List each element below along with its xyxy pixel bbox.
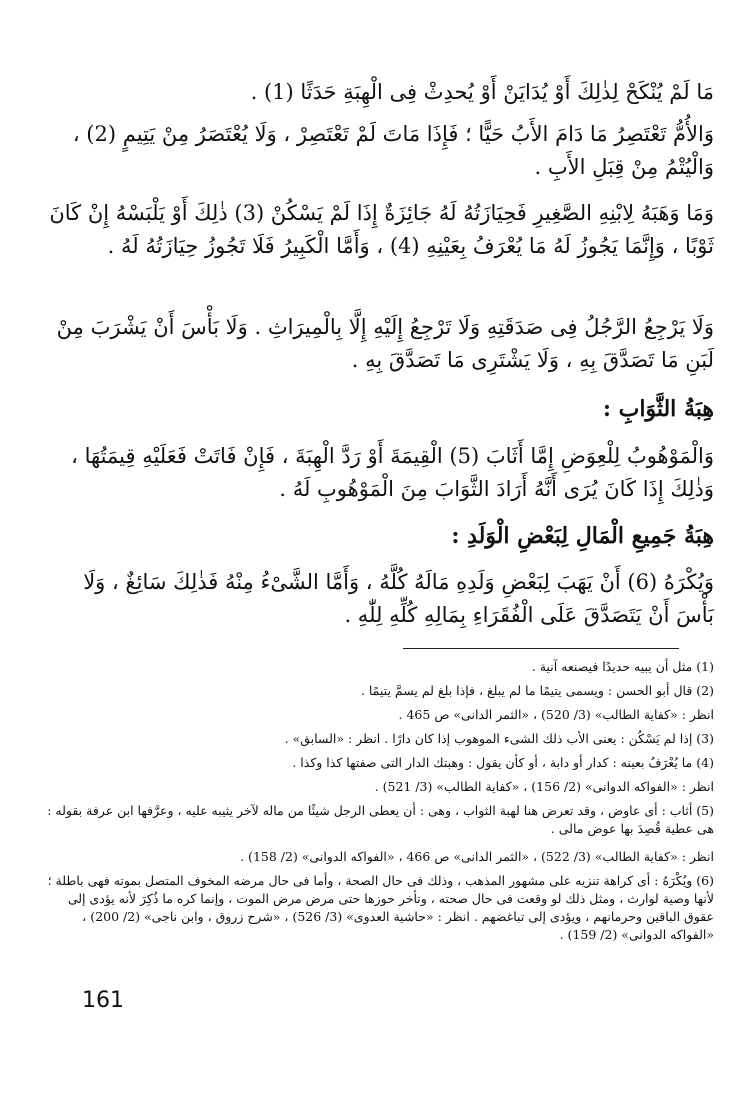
paragraph-6: وَيُكْرَهُ (6) أَنْ يَهَبَ لِبَعْضِ وَلَدِهِ مَالَهُ كُلَّهُ ، وَأَمَّا الشَّىْءُ مِنْهُ فَذٰلِكَ سَائِغٌ ، وَلَا بَأْسَ أَنْ يَتَصَدَّقَ عَلَى الْفُقَرَاءِ بِمَالِهِ كُلِّهِ لِلّٰهِ .	[83, 570, 714, 627]
page-number: 161	[82, 988, 124, 1013]
paragraph-3: وَمَا وَهَبَهُ لِابْنِهِ الصَّغِيرِ فَحِيَازَتُهُ لَهُ جَائِزَةٌ إِذَا لَمْ يَسْكُنْ (3) ذٰلِكَ أَوْ يَلْبَسْهُ إِنْ كَانَ ثَوْبًا ، وَإِنَّمَا يَجُوزُ لَهُ مَا يُعْرَفُ بِعَيْنِهِ (4) ، وَأَمَّا الْكَبِيرُ فَلَا تَجُوزُ حِيَازَتُهُ لَهُ .	[49, 201, 714, 258]
footnote-2-ref: انظر : «كفاية الطالب» (3/ 520) ، «الثمر الدانى» ص 465 .	[398, 707, 714, 722]
footnote-6: (6) ويُكْرَهُ : أى كراهة تنزيه على مشهور المذهب ، وذلك فى حال الصحة ، وأما فى حال مرضه المخوف المتصل بموته فهى باطلة ؛ لأنها وصية لوارث ، ومثل ذلك لو وقعت فى حال صحته ، وتأخر حوزها حتى مرض مرض الموت ، وإنما كره ما ذُكِرَ لأنه يؤدى إلى عقوق الباقين وحرمانهم ، ويؤدى إلى تباغضهم . انظر : «حاشية العدوى» (3/ 526) ، «شرح زروق ، وابن ناجى» (2/ 200) ، «الفواكه الدوانى» (2/ 159) .	[47, 873, 714, 943]
footnote-4: (4) ما يُعْرَفُ بعينه : كدار أو دابة ، أو كأن يقول : وهبتك الدار التى صفتها كذا وكذا .	[292, 755, 714, 770]
footnote-5: (5) أثاب : أى عاوض ، وقد تعرض هنا لهبة الثواب ، وهى : أن يعطى الرجل شيئًا من ماله لآخر يثيبه عليه ، وعرَّفها ابن عرفة بقوله : هى عطية قُصِدَ بها عوض مالى .	[47, 803, 714, 837]
section-heading-hibat-al-thawab: هِبَةُ الثَّوَابِ :	[602, 396, 714, 422]
footnote-4-ref: انظر : «الفواكه الدوانى» (2/ 156) ، «كفاية الطالب» (3/ 521) .	[374, 779, 714, 794]
section-heading-hibat-jami-al-mal: هِبَةُ جَمِيعِ الْمَالِ لِبَعْضِ الْوَلَدِ :	[451, 523, 714, 549]
footnote-5-ref: انظر : «كفاية الطالب» (3/ 522) ، «الثمر الدانى» ص 466 ، «الفواكه الدوانى» (2/ 158) .	[240, 849, 714, 864]
paragraph-5: وَالْمَوْهُوبُ لِلْعِوَضِ إِمَّا أَثَابَ (5) الْقِيمَةَ أَوْ رَدَّ الْهِبَةَ ، فَإِنْ فَاتَتْ فَعَلَيْهِ قِيمَتُهَا ، وَذٰلِكَ إِذَا كَانَ يُرَى أَنَّهُ أَرَادَ الثَّوَابَ مِنَ الْمَوْهُوبِ لَهُ .	[71, 444, 714, 501]
footnote-2: (2) قال أبو الحسن : ويسمى يتيمًا ما لم يبلغ ، فإذا بلغ لم يسمَّ يتيمًا .	[360, 683, 714, 698]
paragraph-1: مَا لَمْ يُنْكَحْ لِذٰلِكَ أَوْ يُدَايَنْ أَوْ يُحدِثْ فِى الْهِبَةِ حَدَثًا (1) .	[250, 80, 714, 104]
footnote-separator	[403, 648, 679, 649]
paragraph-4: وَلَا يَرْجِعُ الرَّجُلُ فِى صَدَقَتِهِ وَلَا تَرْجِعُ إِلَيْهِ إِلَّا بِالْمِيرَاثِ . وَلَا بَأْسَ أَنْ يَشْرَبَ مِنْ لَبَنِ مَا تَصَدَّقَ بِهِ ، وَلَا يَشْتَرِى مَا تَصَدَّقَ بِهِ .	[56, 315, 714, 372]
paragraph-2: وَالأُمُّ تَعْتَصِرُ مَا دَامَ الأَبُ حَيًّا ؛ فَإِذَا مَاتَ لَمْ تَعْتَصِرْ ، وَلَا يُعْتَصَرُ مِنْ يَتِيمٍ (2) ، وَالْيُتْمُ مِنْ قِبَلِ الأَبِ .	[72, 122, 714, 179]
footnote-3: (3) إذا لم يَسْكُن : يعنى الأب ذلك الشىء الموهوب إذا كان دارًا . انظر : «السابق» .	[284, 731, 714, 746]
footnote-1: (1) مثل أن يبيه حديدًا فيصنعه آنية .	[531, 659, 714, 674]
